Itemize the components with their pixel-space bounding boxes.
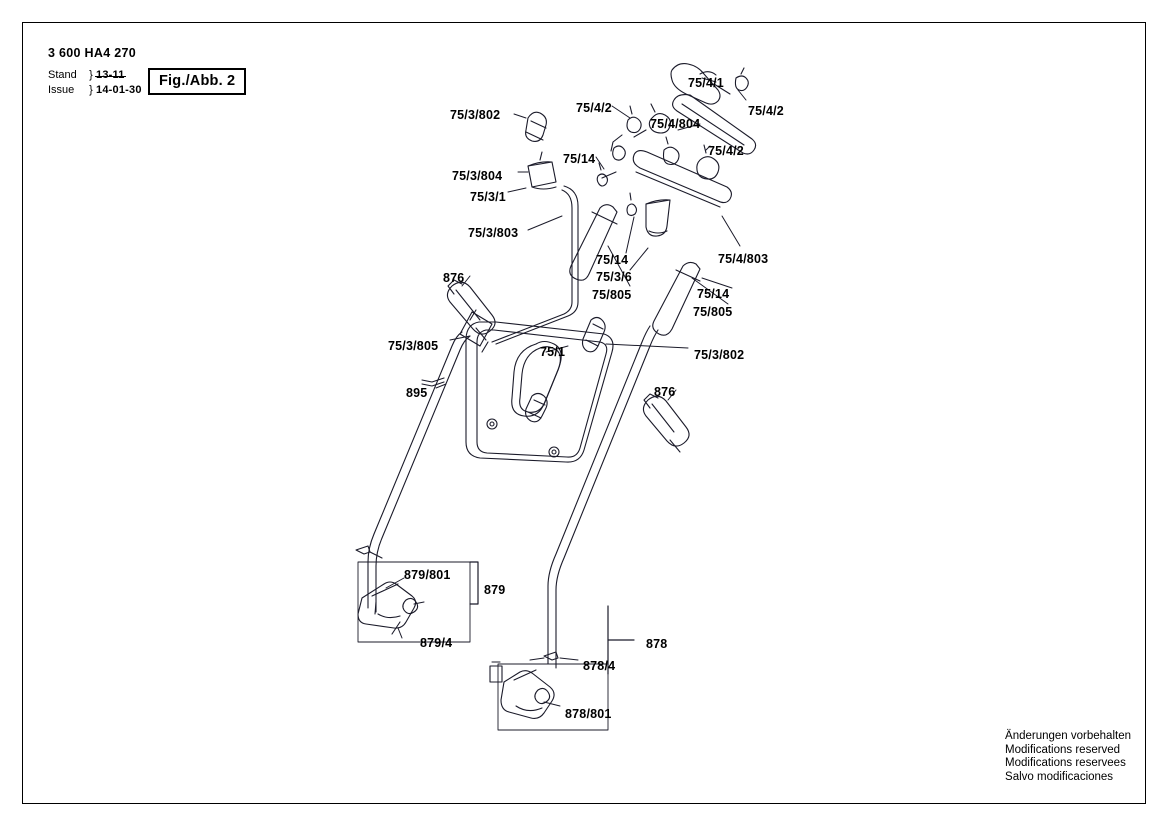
- issue-row: [48, 83, 142, 98]
- revision-block: [48, 68, 142, 98]
- callout-75-805-b: 75/805: [693, 305, 733, 319]
- stand-value: 13-11: [96, 69, 125, 81]
- callout-895: 895: [406, 386, 428, 400]
- figure-label: Fig./Abb. 2: [148, 68, 246, 95]
- issue-value: 14-01-30: [96, 84, 142, 96]
- callout-879-801: 879/801: [404, 568, 451, 582]
- disclaimer-es: Salvo modificaciones: [1005, 770, 1114, 783]
- callout-75-14-a: 75/14: [563, 152, 596, 166]
- callout-75-14-b: 75/14: [596, 253, 629, 267]
- disclaimer-en: Modifications reserved: [1005, 743, 1121, 756]
- callout-75-4-803: 75/4/803: [718, 252, 769, 266]
- callout-876-right: 876: [654, 385, 676, 399]
- brace-top: }: [89, 69, 93, 81]
- disclaimer-block: [1005, 730, 1131, 784]
- callout-879: 879: [484, 583, 506, 597]
- callout-75-3-802-top: 75/3/802: [450, 108, 501, 122]
- callout-75-1: 75/1: [540, 345, 566, 359]
- callout-876-left: 876: [443, 271, 465, 285]
- callout-75-3-802-mid: 75/3/802: [694, 348, 745, 362]
- callout-75-4-2-a: 75/4/2: [576, 101, 612, 115]
- stand-row: [48, 68, 142, 83]
- callout-878: 878: [646, 637, 668, 651]
- callout-878-801: 878/801: [565, 707, 612, 721]
- callout-75-4-2-b: 75/4/2: [748, 104, 784, 118]
- stand-label: Stand: [48, 69, 77, 81]
- page-border: [22, 22, 1146, 804]
- callout-75-4-2-c: 75/4/2: [708, 144, 744, 158]
- callout-75-805-a: 75/805: [592, 288, 632, 302]
- callout-75-14-c: 75/14: [697, 287, 730, 301]
- callout-75-3-804: 75/3/804: [452, 169, 503, 183]
- callout-75-3-803: 75/3/803: [468, 226, 519, 240]
- callout-75-4-804: 75/4/804: [650, 117, 701, 131]
- callout-75-4-1: 75/4/1: [688, 76, 724, 90]
- disclaimer-de: Änderungen vorbehalten: [1005, 730, 1131, 742]
- callout-878-4: 878/4: [583, 659, 616, 673]
- brace-bottom: }: [89, 84, 93, 96]
- callout-879-4: 879/4: [420, 636, 453, 650]
- disclaimer-fr: Modifications reservees: [1005, 757, 1126, 769]
- part-number: 3 600 HA4 270: [48, 46, 136, 60]
- callout-75-3-1: 75/3/1: [470, 190, 506, 204]
- callout-75-3-6: 75/3/6: [596, 270, 632, 284]
- issue-label: Issue: [48, 84, 75, 96]
- callout-75-3-805: 75/3/805: [388, 339, 439, 353]
